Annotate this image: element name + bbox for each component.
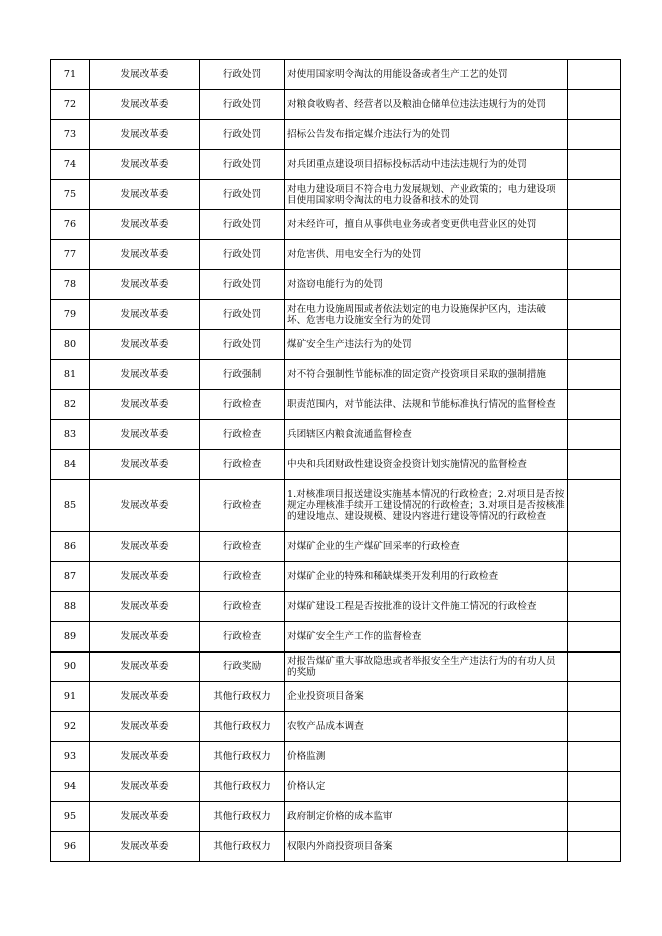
table-row	[51, 240, 621, 270]
remarks-cell	[568, 240, 621, 270]
table-row	[51, 592, 621, 622]
department-cell: 发展改革委	[90, 360, 200, 390]
power-type-cell: 行政处罚	[200, 330, 285, 360]
department-cell: 发展改革委	[90, 532, 200, 562]
remarks-cell	[568, 772, 621, 802]
power-type-cell: 行政处罚	[200, 180, 285, 210]
department-cell: 发展改革委	[90, 120, 200, 150]
power-type-cell: 行政处罚	[200, 270, 285, 300]
power-item-cell: 对煤矿企业的生产煤矿回采率的行政检查	[285, 532, 568, 562]
department-cell: 发展改革委	[90, 150, 200, 180]
power-type-cell: 行政处罚	[200, 90, 285, 120]
power-item-cell: 企业投资项目备案	[285, 682, 568, 712]
power-type-cell: 其他行政权力	[200, 712, 285, 742]
row-number: 72	[51, 90, 90, 120]
row-number: 80	[51, 330, 90, 360]
power-type-cell: 行政检查	[200, 390, 285, 420]
table-row	[51, 120, 621, 150]
department-cell: 发展改革委	[90, 652, 200, 682]
remarks-cell	[568, 480, 621, 532]
row-number: 74	[51, 150, 90, 180]
department-cell: 发展改革委	[90, 330, 200, 360]
table-row	[51, 622, 621, 652]
row-number: 90	[51, 652, 90, 682]
table-row	[51, 210, 621, 240]
department-cell: 发展改革委	[90, 390, 200, 420]
remarks-cell	[568, 592, 621, 622]
table-body	[51, 60, 621, 862]
row-number: 73	[51, 120, 90, 150]
remarks-cell	[568, 300, 621, 330]
remarks-cell	[568, 742, 621, 772]
department-cell: 发展改革委	[90, 90, 200, 120]
power-type-cell: 行政检查	[200, 592, 285, 622]
row-number: 75	[51, 180, 90, 210]
row-number: 89	[51, 622, 90, 652]
power-item-cell: 对使用国家明令淘汰的用能设备或者生产工艺的处罚	[285, 60, 568, 90]
row-number: 92	[51, 712, 90, 742]
remarks-cell	[568, 450, 621, 480]
table-row	[51, 330, 621, 360]
power-type-cell: 行政处罚	[200, 300, 285, 330]
power-type-cell: 行政处罚	[200, 240, 285, 270]
row-number: 94	[51, 772, 90, 802]
table-row	[51, 300, 621, 330]
remarks-cell	[568, 712, 621, 742]
power-list-table	[50, 59, 621, 862]
remarks-cell	[568, 622, 621, 652]
department-cell: 发展改革委	[90, 772, 200, 802]
remarks-cell	[568, 270, 621, 300]
row-number: 77	[51, 240, 90, 270]
table-row	[51, 90, 621, 120]
row-number: 79	[51, 300, 90, 330]
power-item-cell: 对盗窃电能行为的处罚	[285, 270, 568, 300]
table-row	[51, 532, 621, 562]
row-number: 84	[51, 450, 90, 480]
power-item-cell: 对煤矿安全生产工作的监督检查	[285, 622, 568, 652]
power-item-cell: 职责范围内，对节能法律、法规和节能标准执行情况的监督检查	[285, 390, 568, 420]
department-cell: 发展改革委	[90, 562, 200, 592]
power-type-cell: 行政检查	[200, 480, 285, 532]
power-type-cell: 行政检查	[200, 450, 285, 480]
department-cell: 发展改革委	[90, 210, 200, 240]
remarks-cell	[568, 832, 621, 862]
power-item-cell: 对报告煤矿重大事故隐患或者举报安全生产违法行为的有功人员的奖励	[285, 652, 568, 682]
power-item-cell: 价格监测	[285, 742, 568, 772]
row-number: 71	[51, 60, 90, 90]
row-number: 96	[51, 832, 90, 862]
power-type-cell: 行政奖励	[200, 652, 285, 682]
remarks-cell	[568, 562, 621, 592]
row-number: 76	[51, 210, 90, 240]
power-type-cell: 行政检查	[200, 420, 285, 450]
power-item-cell: 兵团辖区内粮食流通监督检查	[285, 420, 568, 450]
power-type-cell: 其他行政权力	[200, 802, 285, 832]
department-cell: 发展改革委	[90, 180, 200, 210]
department-cell: 发展改革委	[90, 682, 200, 712]
department-cell: 发展改革委	[90, 742, 200, 772]
row-number: 86	[51, 532, 90, 562]
power-item-cell: 对电力建设项目不符合电力发展规划、产业政策的；电力建设项目使用国家明令淘汰的电力设备和技术的处罚	[285, 180, 568, 210]
power-item-cell: 对在电力设施周围或者依法划定的电力设施保护区内，违法破坏、危害电力设施安全行为的处罚	[285, 300, 568, 330]
power-item-cell: 招标公告发布指定媒介违法行为的处罚	[285, 120, 568, 150]
power-item-cell: 煤矿安全生产违法行为的处罚	[285, 330, 568, 360]
table-row	[51, 390, 621, 420]
remarks-cell	[568, 652, 621, 682]
table-row	[51, 652, 621, 682]
remarks-cell	[568, 90, 621, 120]
power-item-cell: 对粮食收购者、经营者以及粮油仓储单位违法违规行为的处罚	[285, 90, 568, 120]
power-item-cell: 对不符合强制性节能标准的固定资产投资项目采取的强制措施	[285, 360, 568, 390]
power-item-cell: 对兵团重点建设项目招标投标活动中违法违规行为的处罚	[285, 150, 568, 180]
remarks-cell	[568, 150, 621, 180]
power-item-cell: 对危害供、用电安全行为的处罚	[285, 240, 568, 270]
power-type-cell: 行政检查	[200, 562, 285, 592]
table-row	[51, 712, 621, 742]
department-cell: 发展改革委	[90, 712, 200, 742]
power-type-cell: 行政处罚	[200, 150, 285, 180]
table-row	[51, 802, 621, 832]
remarks-cell	[568, 180, 621, 210]
remarks-cell	[568, 360, 621, 390]
table-row	[51, 562, 621, 592]
table-row	[51, 682, 621, 712]
power-item-cell: 农牧产品成本调查	[285, 712, 568, 742]
department-cell: 发展改革委	[90, 270, 200, 300]
row-number: 93	[51, 742, 90, 772]
power-type-cell: 行政处罚	[200, 210, 285, 240]
remarks-cell	[568, 330, 621, 360]
row-number: 85	[51, 480, 90, 532]
row-number: 88	[51, 592, 90, 622]
row-number: 95	[51, 802, 90, 832]
power-type-cell: 行政检查	[200, 532, 285, 562]
row-number: 87	[51, 562, 90, 592]
table-row	[51, 360, 621, 390]
department-cell: 发展改革委	[90, 622, 200, 652]
table-row	[51, 480, 621, 532]
table-row	[51, 742, 621, 772]
row-number: 83	[51, 420, 90, 450]
power-item-cell: 1.对核准项目报送建设实施基本情况的行政检查；2.对项目是否按规定办理核准手续开工建设情况的行政检查；3.对项目是否按核准的建设地点、建设规模、建设内容进行建设等情况的行政检查	[285, 480, 568, 532]
department-cell: 发展改革委	[90, 300, 200, 330]
department-cell: 发展改革委	[90, 60, 200, 90]
table-row	[51, 772, 621, 802]
remarks-cell	[568, 532, 621, 562]
table-row	[51, 832, 621, 862]
department-cell: 发展改革委	[90, 240, 200, 270]
department-cell: 发展改革委	[90, 592, 200, 622]
department-cell: 发展改革委	[90, 480, 200, 532]
table-row	[51, 180, 621, 210]
department-cell: 发展改革委	[90, 802, 200, 832]
remarks-cell	[568, 420, 621, 450]
table-row	[51, 420, 621, 450]
remarks-cell	[568, 682, 621, 712]
table-row	[51, 60, 621, 90]
remarks-cell	[568, 802, 621, 832]
power-item-cell: 价格认定	[285, 772, 568, 802]
department-cell: 发展改革委	[90, 832, 200, 862]
row-number: 81	[51, 360, 90, 390]
table-row	[51, 150, 621, 180]
department-cell: 发展改革委	[90, 450, 200, 480]
power-type-cell: 其他行政权力	[200, 832, 285, 862]
power-type-cell: 行政检查	[200, 622, 285, 652]
power-type-cell: 行政处罚	[200, 120, 285, 150]
remarks-cell	[568, 60, 621, 90]
row-number: 82	[51, 390, 90, 420]
table-row	[51, 270, 621, 300]
power-type-cell: 其他行政权力	[200, 742, 285, 772]
power-item-cell: 政府制定价格的成本监审	[285, 802, 568, 832]
power-item-cell: 权限内外商投资项目备案	[285, 832, 568, 862]
department-cell: 发展改革委	[90, 420, 200, 450]
power-item-cell: 对未经许可，擅自从事供电业务或者变更供电营业区的处罚	[285, 210, 568, 240]
row-number: 78	[51, 270, 90, 300]
table-row	[51, 450, 621, 480]
power-type-cell: 其他行政权力	[200, 772, 285, 802]
power-type-cell: 行政强制	[200, 360, 285, 390]
power-type-cell: 其他行政权力	[200, 682, 285, 712]
power-item-cell: 中央和兵团财政性建设资金投资计划实施情况的监督检查	[285, 450, 568, 480]
remarks-cell	[568, 390, 621, 420]
remarks-cell	[568, 120, 621, 150]
power-item-cell: 对煤矿企业的特殊和稀缺煤类开发利用的行政检查	[285, 562, 568, 592]
row-number: 91	[51, 682, 90, 712]
power-type-cell: 行政处罚	[200, 60, 285, 90]
power-item-cell: 对煤矿建设工程是否按批准的设计文件施工情况的行政检查	[285, 592, 568, 622]
remarks-cell	[568, 210, 621, 240]
